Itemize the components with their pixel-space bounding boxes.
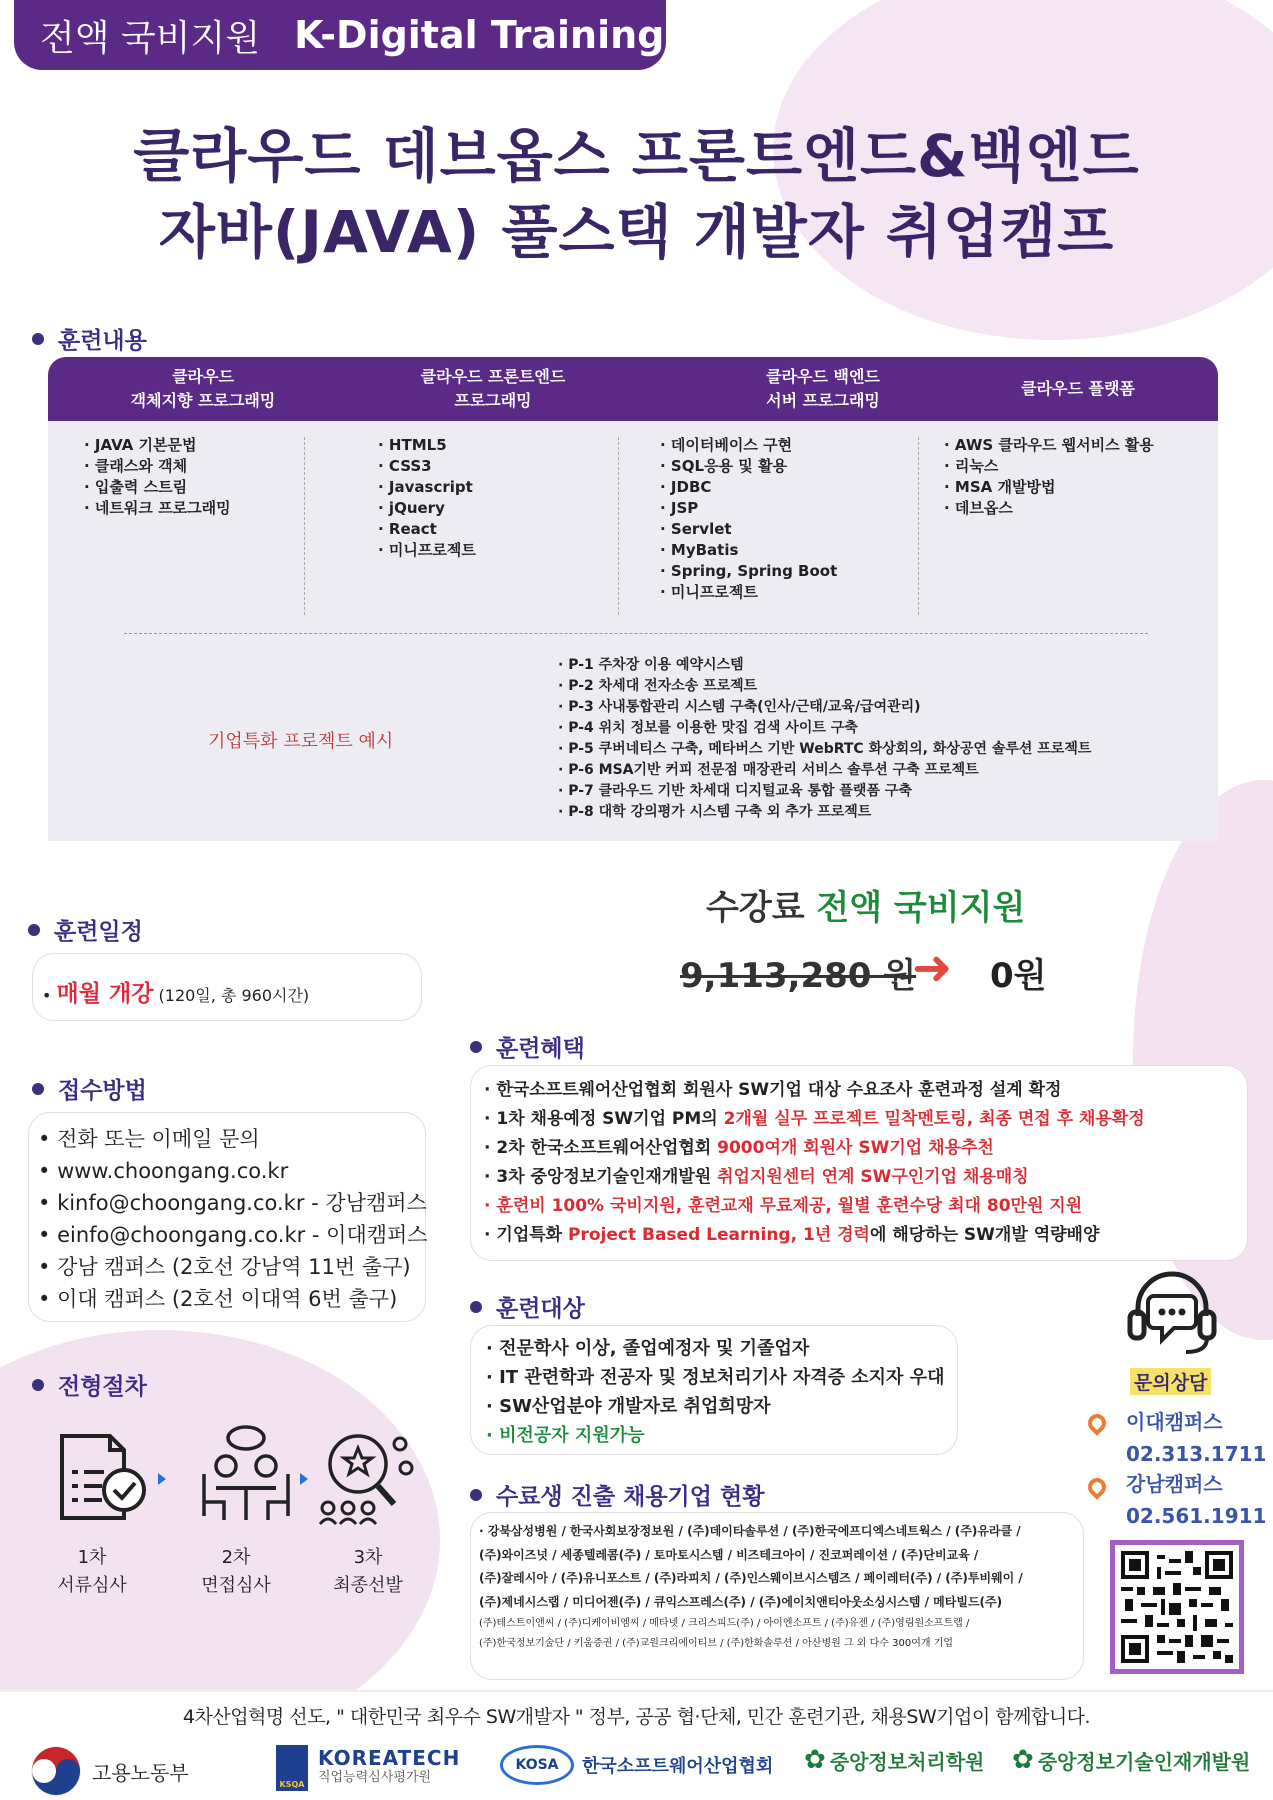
section-heading-text: 접수방법 (58, 1078, 147, 1104)
banner-funding-label: 전액 국비지원 (40, 17, 261, 59)
schedule-detail: (120일, 총 960시간) (158, 986, 310, 1005)
curriculum-col-items-1 (84, 435, 231, 519)
qr-code[interactable] (1110, 1540, 1244, 1674)
list-item: (주)와이즈넛 / 세종텔레콤(주) / 토마토시스템 / 비즈테크아이 / 진코퍼레이션 / (주)단비교육 / (479, 1547, 979, 1562)
final-selection-icon (314, 1424, 414, 1528)
bullet-dot-icon (32, 333, 44, 345)
step-3-label: 3차 최종선발 (333, 1547, 403, 1596)
logo-choongang-academy-name: 중앙정보처리학원 (829, 1749, 985, 1774)
fee-title (706, 880, 1025, 929)
logo-choongang-academy (804, 1745, 984, 1775)
project-list (558, 655, 1091, 823)
list-item: · 1차 채용예정 SW기업 PM의 2개월 실무 프로젝트 밀착멘토링, 최종 면접 후 채용확정 (484, 1105, 1145, 1134)
campus-gangnam (1126, 1468, 1266, 1532)
logo-kosa-name: 한국소프트웨어산업협회 (582, 1756, 774, 1777)
section-heading-schedule (28, 913, 143, 946)
logo-koreatech-sub: 직업능력심사평가원 (318, 1770, 432, 1785)
list-item: · 3차 중앙정보기술인재개발원 취업지원센터 연계 SW구인기업 채용매칭 (484, 1163, 1145, 1192)
location-pin-icon (1084, 1410, 1109, 1435)
section-heading-target (470, 1290, 585, 1323)
list-item: · MyBatis (660, 540, 837, 561)
list-item: · P-8 대학 강의평가 시스템 구축 외 추가 프로젝트 (558, 802, 1091, 823)
bullet-dot-icon (470, 1041, 482, 1053)
step-arrow-icon (158, 1473, 166, 1485)
phone-number[interactable]: 02.561.1911 (1126, 1504, 1267, 1528)
choongang-leaf-icon: ✿ (1012, 1745, 1034, 1775)
bullet-dot-icon (28, 924, 40, 936)
fee-title-prefix: 수강료 (706, 888, 805, 928)
list-item: · 클래스와 객체 (84, 456, 231, 477)
curriculum-col-header-3: 클라우드 백엔드 서버 프로그래밍 (766, 367, 880, 410)
column-divider (918, 437, 919, 615)
bullet-dot-icon (32, 1083, 44, 1095)
curriculum-col-items-2 (378, 435, 476, 561)
headset-chat-icon (1124, 1268, 1220, 1360)
list-item: · JDBC (660, 477, 837, 498)
section-heading-text: 훈련일정 (54, 919, 143, 945)
step-1-label: 1차 서류심사 (57, 1547, 127, 1596)
list-item: · AWS 클라우드 웹서비스 활용 (944, 435, 1154, 456)
list-item: · 데브옵스 (944, 498, 1154, 519)
contact-title: 문의상담 (1130, 1368, 1211, 1395)
curriculum-col-header-2: 클라우드 프론트엔드 프로그래밍 (420, 367, 566, 410)
column-divider (618, 437, 619, 615)
bullet-dot-icon (32, 1379, 44, 1391)
title-line-1: 클라우드 데브옵스 프론트엔드&백엔드 (133, 122, 1140, 190)
location-pin-icon (1084, 1474, 1109, 1499)
section-heading-process (32, 1368, 147, 1401)
email-link-idae[interactable]: • einfo@choongang.co.kr - 이대캠퍼스 (38, 1219, 428, 1251)
list-item: · 리눅스 (944, 456, 1154, 477)
kosa-badge-icon: KOSA (500, 1745, 574, 1785)
list-item: · 미니프로젝트 (378, 540, 476, 561)
top-banner (14, 0, 666, 70)
arrow-right-icon: ➜ (912, 940, 953, 996)
campus-name: 이대캠퍼스 (1126, 1410, 1223, 1434)
list-item: · IT 관련학과 전공자 및 정보처리기사 자격증 소지자 우대 (486, 1363, 945, 1392)
list-item: · 미니프로젝트 (660, 582, 837, 603)
campus-name: 강남캠퍼스 (1126, 1472, 1223, 1496)
list-item: · 네트워크 프로그래밍 (84, 498, 231, 519)
list-item: · 강북삼성병원 / 한국사회보장정보원 / (주)데이타솔루션 / (주)한국에프디엑스네트웍스 / (주)유라클 / (479, 1524, 1021, 1538)
logo-moel: 고용노동부 (30, 1745, 189, 1797)
list-item: · JAVA 기본문법 (84, 435, 231, 456)
list-item: · 비전공자 지원가능 (486, 1421, 945, 1450)
list-item: · jQuery (378, 498, 476, 519)
curriculum-table (48, 357, 1218, 841)
interview-icon (196, 1424, 296, 1528)
logo-koreatech (276, 1745, 460, 1791)
schedule-highlight: 매월 개강 (56, 981, 154, 1007)
bullet-dot-icon (470, 1301, 482, 1313)
step-2-label: 2차 면접심사 (201, 1547, 271, 1596)
list-item: · 2차 한국소프트웨어산업협회 9000여개 회원사 SW기업 채용추천 (484, 1134, 1145, 1163)
list-item: · P-4 위치 정보를 이용한 맛집 검색 사이트 구축 (558, 718, 1091, 739)
section-heading-text: 훈련혜택 (496, 1036, 585, 1062)
list-item: · 데이터베이스 구현 (660, 435, 837, 456)
banner-program-label: K-Digital Training (294, 13, 665, 57)
apply-list (38, 1123, 428, 1315)
website-link[interactable]: • www.choongang.co.kr (38, 1155, 428, 1187)
list-item: · 기업특화 Project Based Learning, 1년 경력에 해당하는 SW개발 역량배양 (484, 1221, 1145, 1250)
page-title (0, 118, 1273, 270)
schedule-text: • 매월 개강 (120일, 총 960시간) (42, 981, 310, 1007)
list-item: · P-1 주차장 이용 예약시스템 (558, 655, 1091, 676)
list-item: · 입출력 스트림 (84, 477, 231, 498)
list-item: (주)잘레시아 / (주)유니포스트 / (주)라피치 / (주)인스웨이브시스템즈 / 페이레터(주) / (주)투비웨이 / (479, 1571, 1023, 1585)
bullet-dot-icon (470, 1489, 482, 1501)
logo-kosa (500, 1745, 773, 1785)
list-item: · CSS3 (378, 456, 476, 477)
list-item: · 전문학사 이상, 졸업예정자 및 기졸업자 (486, 1334, 945, 1363)
list-item: · 한국소프트웨어산업협회 회원사 SW기업 대상 수요조사 훈련과정 설계 확정 (484, 1076, 1145, 1105)
section-heading-training (32, 322, 147, 355)
list-item: (주)제네시스랩 / 미디어젠(주) / 큐익스프레스(주) / (주)에이치앤티아웃소싱시스템 / 메타빌드(주) (479, 1594, 1003, 1609)
curriculum-col-header-1: 클라우드 객체지향 프로그래밍 (130, 367, 276, 410)
list-item: • 이대 캠퍼스 (2호선 이대역 6번 출구) (38, 1283, 428, 1315)
ksqa-badge-icon: KSQA (276, 1745, 308, 1791)
logo-koreatech-name: KOREATECH (318, 1746, 461, 1770)
document-check-icon (52, 1428, 152, 1528)
column-divider (304, 437, 305, 615)
list-item: · SQL응용 및 활용 (660, 456, 837, 477)
section-heading-text: 훈련내용 (58, 328, 147, 354)
fee-final-price: 0원 (990, 956, 1047, 996)
list-item: · Javascript (378, 477, 476, 498)
taegeuk-logo-icon (30, 1745, 82, 1797)
list-item: · P-6 MSA기반 커피 전문점 매장관리 서비스 솔루션 구축 프로젝트 (558, 760, 1091, 781)
section-heading-text: 전형절차 (58, 1374, 147, 1400)
section-heading-text: 수료생 진출 채용기업 현황 (496, 1484, 765, 1510)
list-item: · MSA 개발방법 (944, 477, 1154, 498)
section-heading-companies (470, 1478, 764, 1511)
list-item: • 전화 또는 이메일 문의 (38, 1123, 428, 1155)
list-item: (주)테스트이앤씨 / (주)디케이비엠씨 / 메타넷 / 크리스피드(주) / 아이엔소프트 / (주)유젠 / (주)영림원소프트랩 / (479, 1618, 970, 1629)
curriculum-col-items-3 (660, 435, 837, 603)
title-line-2: 자바(JAVA) 풀스택 개발자 취업캠프 (158, 198, 1115, 266)
curriculum-header (48, 357, 1218, 421)
list-item: • 강남 캠퍼스 (2호선 강남역 11번 출구) (38, 1251, 428, 1283)
section-heading-benefits (470, 1030, 585, 1063)
project-label: 기업특화 프로젝트 예시 (208, 731, 394, 752)
benefits-list (484, 1076, 1145, 1250)
list-item: · P-5 쿠버네티스 구축, 메타버스 기반 WebRTC 화상회의, 화상공연 솔루션 프로젝트 (558, 739, 1091, 760)
list-item: · P-2 차세대 전자소송 프로젝트 (558, 676, 1091, 697)
phone-number[interactable]: 02.313.1711 (1126, 1442, 1267, 1466)
curriculum-col-header-4: 클라우드 플랫폼 (1021, 379, 1135, 398)
fee-title-highlight: 전액 국비지원 (816, 888, 1026, 928)
step-arrow-icon (300, 1473, 308, 1485)
fee-original-price: 9,113,280 원 (680, 956, 917, 996)
email-link-gangnam[interactable]: • kinfo@choongang.co.kr - 강남캠퍼스 (38, 1187, 428, 1219)
list-item: · JSP (660, 498, 837, 519)
campus-idae (1126, 1406, 1266, 1470)
list-item: · 훈련비 100% 국비지원, 훈련교재 무료제공, 월별 훈련수당 최대 80만원 지원 (484, 1192, 1145, 1221)
list-item: (주)한국정보기술단 / 키움증권 / (주)교원크리에이티브 / (주)한화솔루션 / 아산병원 그 외 다수 300여개 기업 (479, 1638, 954, 1649)
footer-tagline: 4차산업혁명 선도, " 대한민국 최우수 SW개발자 " 정부, 공공 협·단체, 민간 훈련기관, 채용SW기업이 함께합니다. (182, 1706, 1091, 1728)
section-heading-text: 훈련대상 (496, 1296, 585, 1322)
list-item: · P-3 사내통합관리 시스템 구축(인사/근태/교육/급여관리) (558, 697, 1091, 718)
curriculum-col-items-4 (944, 435, 1154, 519)
list-item: · HTML5 (378, 435, 476, 456)
section-divider (124, 633, 1148, 634)
list-item: · P-7 클라우드 기반 차세대 디지털교육 통합 플랫폼 구축 (558, 781, 1091, 802)
qr-code-icon (1121, 1551, 1233, 1663)
list-item: · SW산업분야 개발자로 취업희망자 (486, 1392, 945, 1421)
logo-choongang-institute-name: 중앙정보기술인재개발원 (1037, 1749, 1251, 1774)
logo-choongang-institute (1012, 1745, 1250, 1775)
list-item: · Servlet (660, 519, 837, 540)
section-heading-apply (32, 1072, 147, 1105)
list-item: · React (378, 519, 476, 540)
list-item: · Spring, Spring Boot (660, 561, 837, 582)
choongang-leaf-icon: ✿ (804, 1745, 826, 1775)
companies-list (479, 1520, 1077, 1654)
target-list (486, 1334, 945, 1450)
